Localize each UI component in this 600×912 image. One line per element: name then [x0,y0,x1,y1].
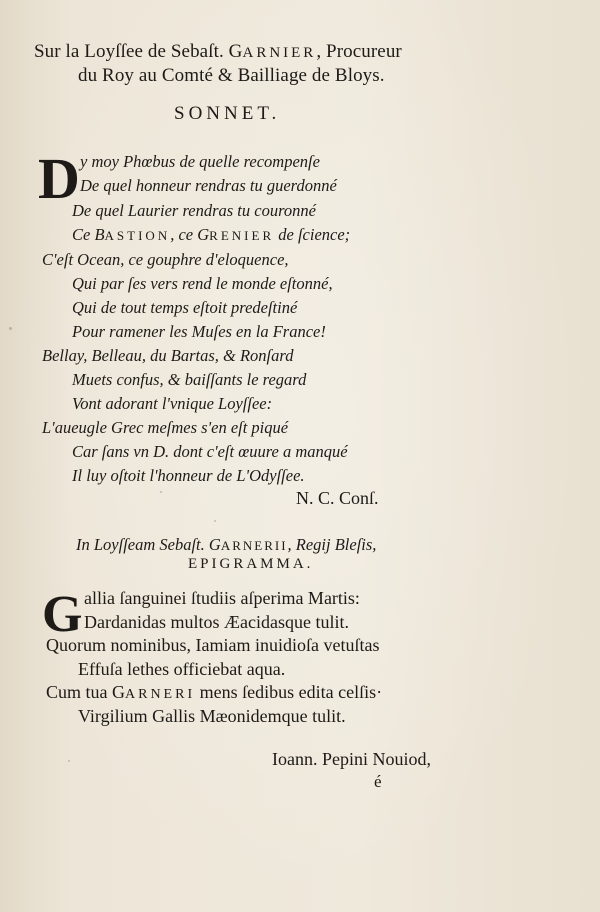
sonnet-line-9: Bellay, Belleau, du Bartas, & Ronſard [42,346,294,365]
paper-speck [9,327,12,330]
sonnet-line-6: Qui par ſes vers rend le monde eſtonné, [72,274,333,293]
epigram-heading-b: , Regij Bleſis, [287,535,377,554]
sonnet-line-4-b: , ce G [170,225,210,244]
header-author-smallcaps: ARNIER [242,45,317,61]
sonnet-line-11: Vont adorant l'vnique Loyſſee: [72,394,273,413]
epigram-line-5-sc: ARNERI [125,687,196,702]
sonnet-line-14: Il luy oſtoit l'honneur de L'Odyſſee. [72,466,305,485]
sonnet-line-2: De quel honneur rendras tu guerdonné [80,176,337,195]
epigram-dropcap: G [42,586,83,643]
paper-speck [160,491,162,493]
sonnet-title: SONNET. [174,103,281,124]
epigram-line-5-a: Cum tua G [46,682,125,702]
epigram-line-5 [46,682,382,703]
epigram-line-6: Virgilium Gallis Mæonidemque tulit. [78,706,346,726]
catchword: é [374,772,382,791]
epigram-heading [76,535,376,555]
paper-speck [214,520,216,522]
epigram-line-1: allia ſanguinei ſtudiis aſperima Martis: [84,588,360,608]
sonnet-line-4-sc-1: ASTION [104,228,171,243]
sonnet-dropcap: D [38,146,80,211]
header-text-a: Sur la Loyſſee de Sebaſt. G [34,41,243,62]
sonnet-line-5: C'eſt Ocean, ce gouphre d'eloquence, [42,250,289,269]
epigram-subheading: EPIGRAMMA. [188,556,314,572]
sonnet-line-4-sc-2: RENIER [209,228,275,243]
sonnet-line-10: Muets confus, & baiſſants le regard [72,370,307,389]
sonnet-line-7: Qui de tout temps eſtoit predeſtiné [72,298,298,317]
sonnet-signature: N. C. Conſ. [296,488,379,508]
epigram-line-2: Dardanidas multos Æacidasque tulit. [84,612,349,632]
epigram-heading-a: In Loyſſeam Sebaſt. G [76,535,221,554]
sonnet-line-12: L'aueugle Grec meſmes s'en eſt piqué [42,418,289,437]
epigram-line-3: Quorum nominibus, Iamiam inuidioſa vetuſtas [46,635,380,655]
sonnet-line-13: Car ſans vn D. dont c'eſt œuure a manqué [72,442,348,461]
header-text-b: , Procureur [316,41,402,62]
sonnet-line-4 [72,225,350,245]
paper-speck [68,760,70,762]
sonnet-line-3: De quel Laurier rendras tu couronné [72,201,316,220]
sonnet-line-8: Pour ramener les Muſes en la France! [72,322,326,341]
sonnet-line-1: y moy Phœbus de quelle recompenſe [80,152,320,171]
epigram-line-5-b: mens ſedibus edita celſis· [195,682,383,702]
epigram-signature: Ioann. Pepini Nouiod, [272,749,431,769]
sonnet-line-4-c: de ſcience; [274,225,351,244]
epigram-line-4: Effuſa lethes officiebat aqua. [78,659,286,679]
sonnet-line-4-a: Ce B [72,225,105,244]
header-line-1 [34,41,402,63]
header-line-2: du Roy au Comté & Bailliage de Bloys. [78,65,385,86]
epigram-heading-sc: ARNERII [220,538,288,553]
